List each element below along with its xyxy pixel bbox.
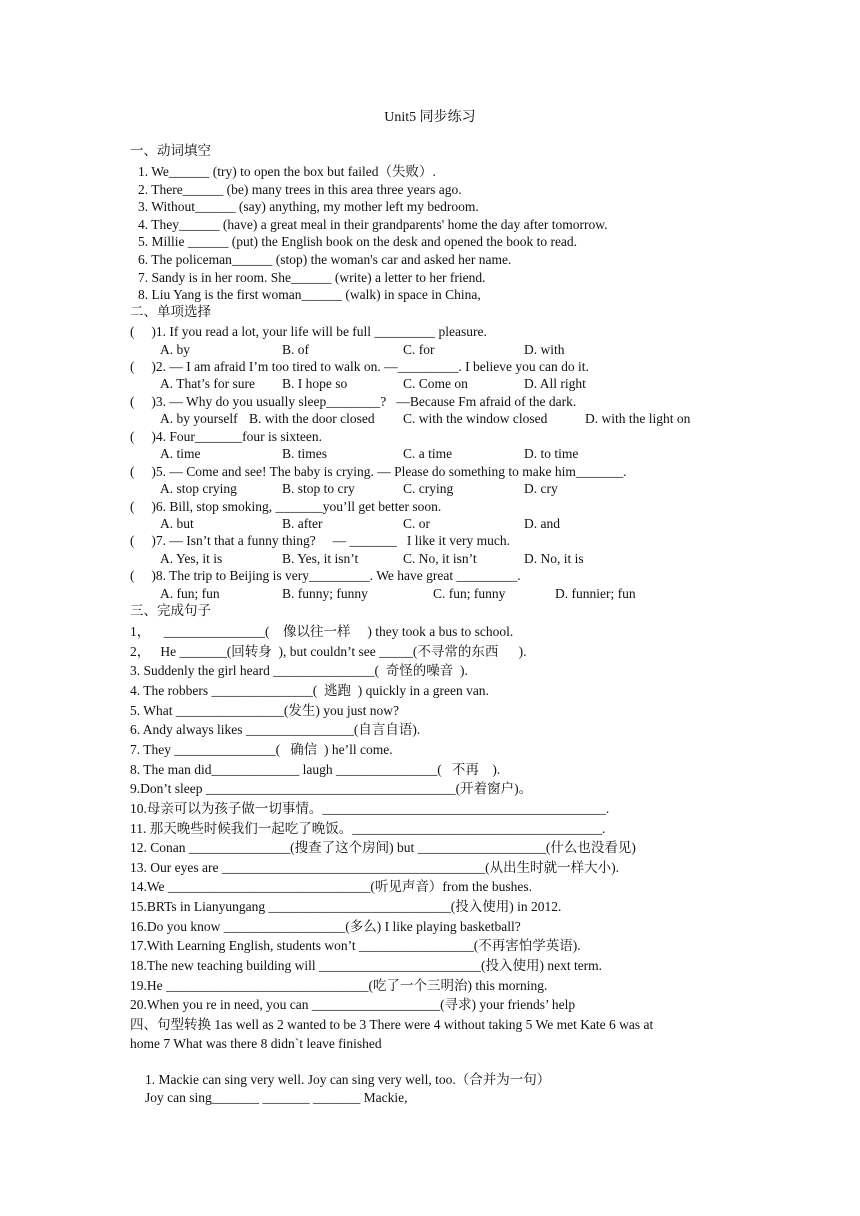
choice-option: C. No, it isn’t [403, 550, 477, 566]
fill-in-item: 7. Sandy is in her room. She______ (write) a letter to her friend. [138, 269, 486, 285]
choice-question: ( )1. If you read a lot, your life will be full _________ pleasure. [130, 324, 487, 339]
choice-option: B. with the door closed [249, 411, 375, 427]
section-4-answer-line: Joy can sing_______ _______ _______ Mackie, [145, 1090, 408, 1105]
section-3-heading: 三、完成句子 [130, 603, 211, 618]
section-2-heading: 二、单项选择 [130, 304, 211, 319]
sentence-item: 2， He _______(回转身 ), but couldn’t see _____(不寻常的东西 ). [130, 643, 527, 659]
choice-question: ( )2. — I am afraid I’m too tired to walk on. —_________. I believe you can do it. [130, 358, 589, 374]
sentence-item: 9.Don’t sleep _____________________________________(开着窗户)。 [130, 781, 533, 797]
choice-option: A. time [160, 446, 201, 462]
choice-option: D. to time [524, 446, 579, 462]
sentence-item: 16.Do you know __________________(多么) I like playing basketball? [130, 918, 521, 934]
choice-option: D. and [524, 516, 560, 531]
choice-option: B. Yes, it isn’t [282, 550, 359, 566]
choice-option: B. I hope so [282, 376, 348, 392]
fill-in-item: 6. The policeman______ (stop) the woman's car and asked her name. [138, 252, 512, 267]
sentence-item: 20.When you re in need, you can ___________________(寻求) your friends’ help [130, 997, 576, 1013]
choice-question: ( )8. The trip to Beijing is very_________. We have great _________. [130, 568, 521, 584]
choice-option: D. with [524, 341, 565, 357]
fill-in-item: 1. We______ (try) to open the box but failed（失败）. [138, 164, 436, 179]
choice-option: C. or [403, 516, 430, 531]
section-1-heading: 一、动词填空 [130, 143, 211, 158]
choice-option: A. fun; fun [160, 585, 220, 601]
section-4-heading: 四、句型转换 1as well as 2 wanted to be 3 There were 4 without taking 5 We met Kate 6 was at [130, 1017, 654, 1032]
choice-option: B. funny; funny [282, 585, 368, 601]
choice-option: D. No, it is [524, 550, 584, 566]
choice-option: C. with the window closed [403, 411, 548, 427]
fill-in-item: 4. They______ (have) a great meal in their grandparents' home the day after tomorrow. [138, 216, 608, 232]
choice-option: D. cry [524, 481, 558, 497]
sentence-item: 17.With Learning English, students won’t _________________(不再害怕学英语). [130, 938, 581, 954]
choice-option: A. stop crying [160, 481, 237, 497]
sentence-item: 8. The man did_____________ laugh _______________( 不再 ). [130, 761, 501, 777]
fill-in-item: 5. Millie ______ (put) the English book on the desk and opened the book to read. [138, 234, 578, 250]
choice-question: ( )7. — Isn’t that a funny thing? — _______ I like it very much. [130, 533, 510, 549]
sentence-item: 12. Conan _______________(搜查了这个房间) but ___________________(什么也没看见) [130, 840, 636, 856]
choice-question: ( )5. — Come and see! The baby is crying. — Please do something to make him_______. [130, 463, 627, 479]
choice-option: D. with the light on [585, 411, 691, 427]
choice-option: C. Come on [403, 376, 468, 392]
fill-in-item: 2. There______ (be) many trees in this area three years ago. [138, 181, 462, 197]
choice-option: C. crying [403, 481, 454, 497]
choice-option: B. after [282, 516, 323, 531]
section-4-question: 1. Mackie can sing very well. Joy can sing very well, too.（合并为一句） [145, 1072, 551, 1087]
sentence-item: 4. The robbers _______________( 逃跑 ) quickly in a green van. [130, 682, 489, 698]
fill-in-item: 8. Liu Yang is the first woman______ (walk) in space in China, [138, 287, 481, 303]
choice-option: A. That’s for sure [160, 376, 255, 392]
choice-option: D. All right [524, 376, 586, 392]
sentence-item: 18.The new teaching building will ________________________(投入使用) next term. [130, 958, 603, 974]
choice-option: A. by [160, 341, 190, 357]
sentence-item: 1， _______________( 像以往一样 ) they took a bus to school. [130, 624, 514, 639]
choice-option: B. times [282, 446, 328, 462]
page-title: Unit5 同步练习 [384, 110, 476, 125]
choice-question: ( )3. — Why do you usually sleep________? —Because Fm afraid of the dark. [130, 393, 577, 409]
choice-option: A. Yes, it is [160, 550, 223, 566]
sentence-item: 10.母亲可以为孩子做一切事情。__________________________________________. [130, 800, 610, 816]
sentence-item: 7. They _______________( 确信 ) he’ll come. [130, 741, 393, 757]
sentence-item: 3. Suddenly the girl heard _______________( 奇怪的噪音 ). [130, 663, 468, 679]
sentence-item: 15.BRTs in Lianyungang ___________________________(投入使用) in 2012. [130, 899, 562, 915]
choice-option: C. a time [403, 446, 453, 462]
sentence-item: 19.He ______________________________(吃了一个三明治) this morning. [130, 977, 548, 993]
choice-option: C. fun; funny [433, 585, 506, 601]
fill-in-item: 3. Without______ (say) anything, my mother left my bedroom. [138, 199, 479, 215]
sentence-item: 11. 那天晚些时候我们一起吃了晚饭。_____________________________________. [130, 820, 606, 836]
choice-question: ( )4. Four_______four is sixteen. [130, 428, 322, 444]
choice-option: A. but [160, 516, 194, 531]
choice-option: B. of [282, 341, 309, 357]
sentence-item: 5. What ________________(发生) you just now? [130, 702, 399, 718]
choice-option: B. stop to cry [282, 481, 355, 497]
choice-option: C. for [403, 341, 435, 357]
section-4-heading-continued: home 7 What was there 8 didn`t leave finished [130, 1036, 382, 1051]
sentence-item: 13. Our eyes are _______________________________________(从出生时就一样大小). [130, 859, 619, 875]
sentence-item: 6. Andy always likes ________________(自言自语). [130, 722, 421, 738]
choice-option: A. by yourself [160, 411, 238, 427]
sentence-item: 14.We ______________________________(听见声音）from the bushes. [130, 879, 533, 895]
choice-option: D. funnier; fun [555, 585, 636, 601]
choice-question: ( )6. Bill, stop smoking, _______you’ll get better soon. [130, 498, 442, 514]
